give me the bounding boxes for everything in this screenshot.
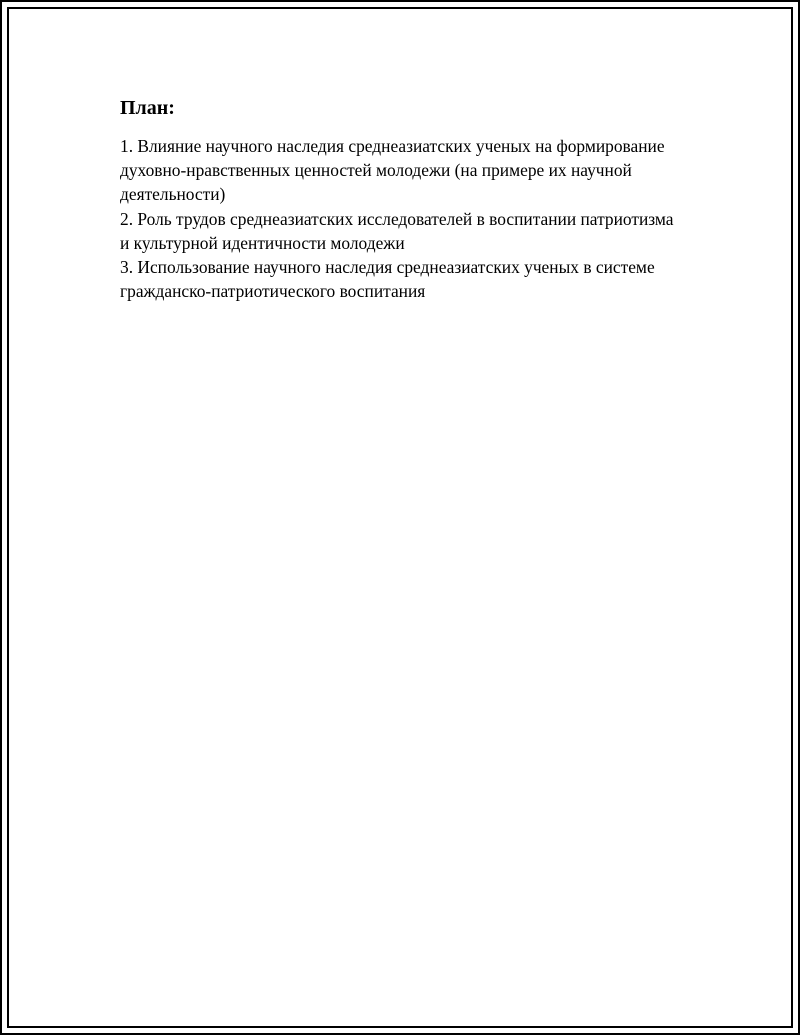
plan-heading: План: — [120, 97, 175, 119]
plan-list — [120, 134, 680, 303]
plan-item-3: 3. Использование научного наследия среднеазиатских ученых в системе гражданско-патриотического воспитания — [120, 257, 655, 302]
plan-item-2: 2. Роль трудов среднеазиатских исследователей в воспитании патриотизма и культурной идентичности молодежи — [120, 208, 674, 253]
page-content — [120, 94, 680, 303]
plan-item-1: 1. Влияние научного наследия среднеазиатских ученых на формирование духовно-нравственных ценностей молодежи (на примере их научной деятельности) — [120, 136, 665, 205]
